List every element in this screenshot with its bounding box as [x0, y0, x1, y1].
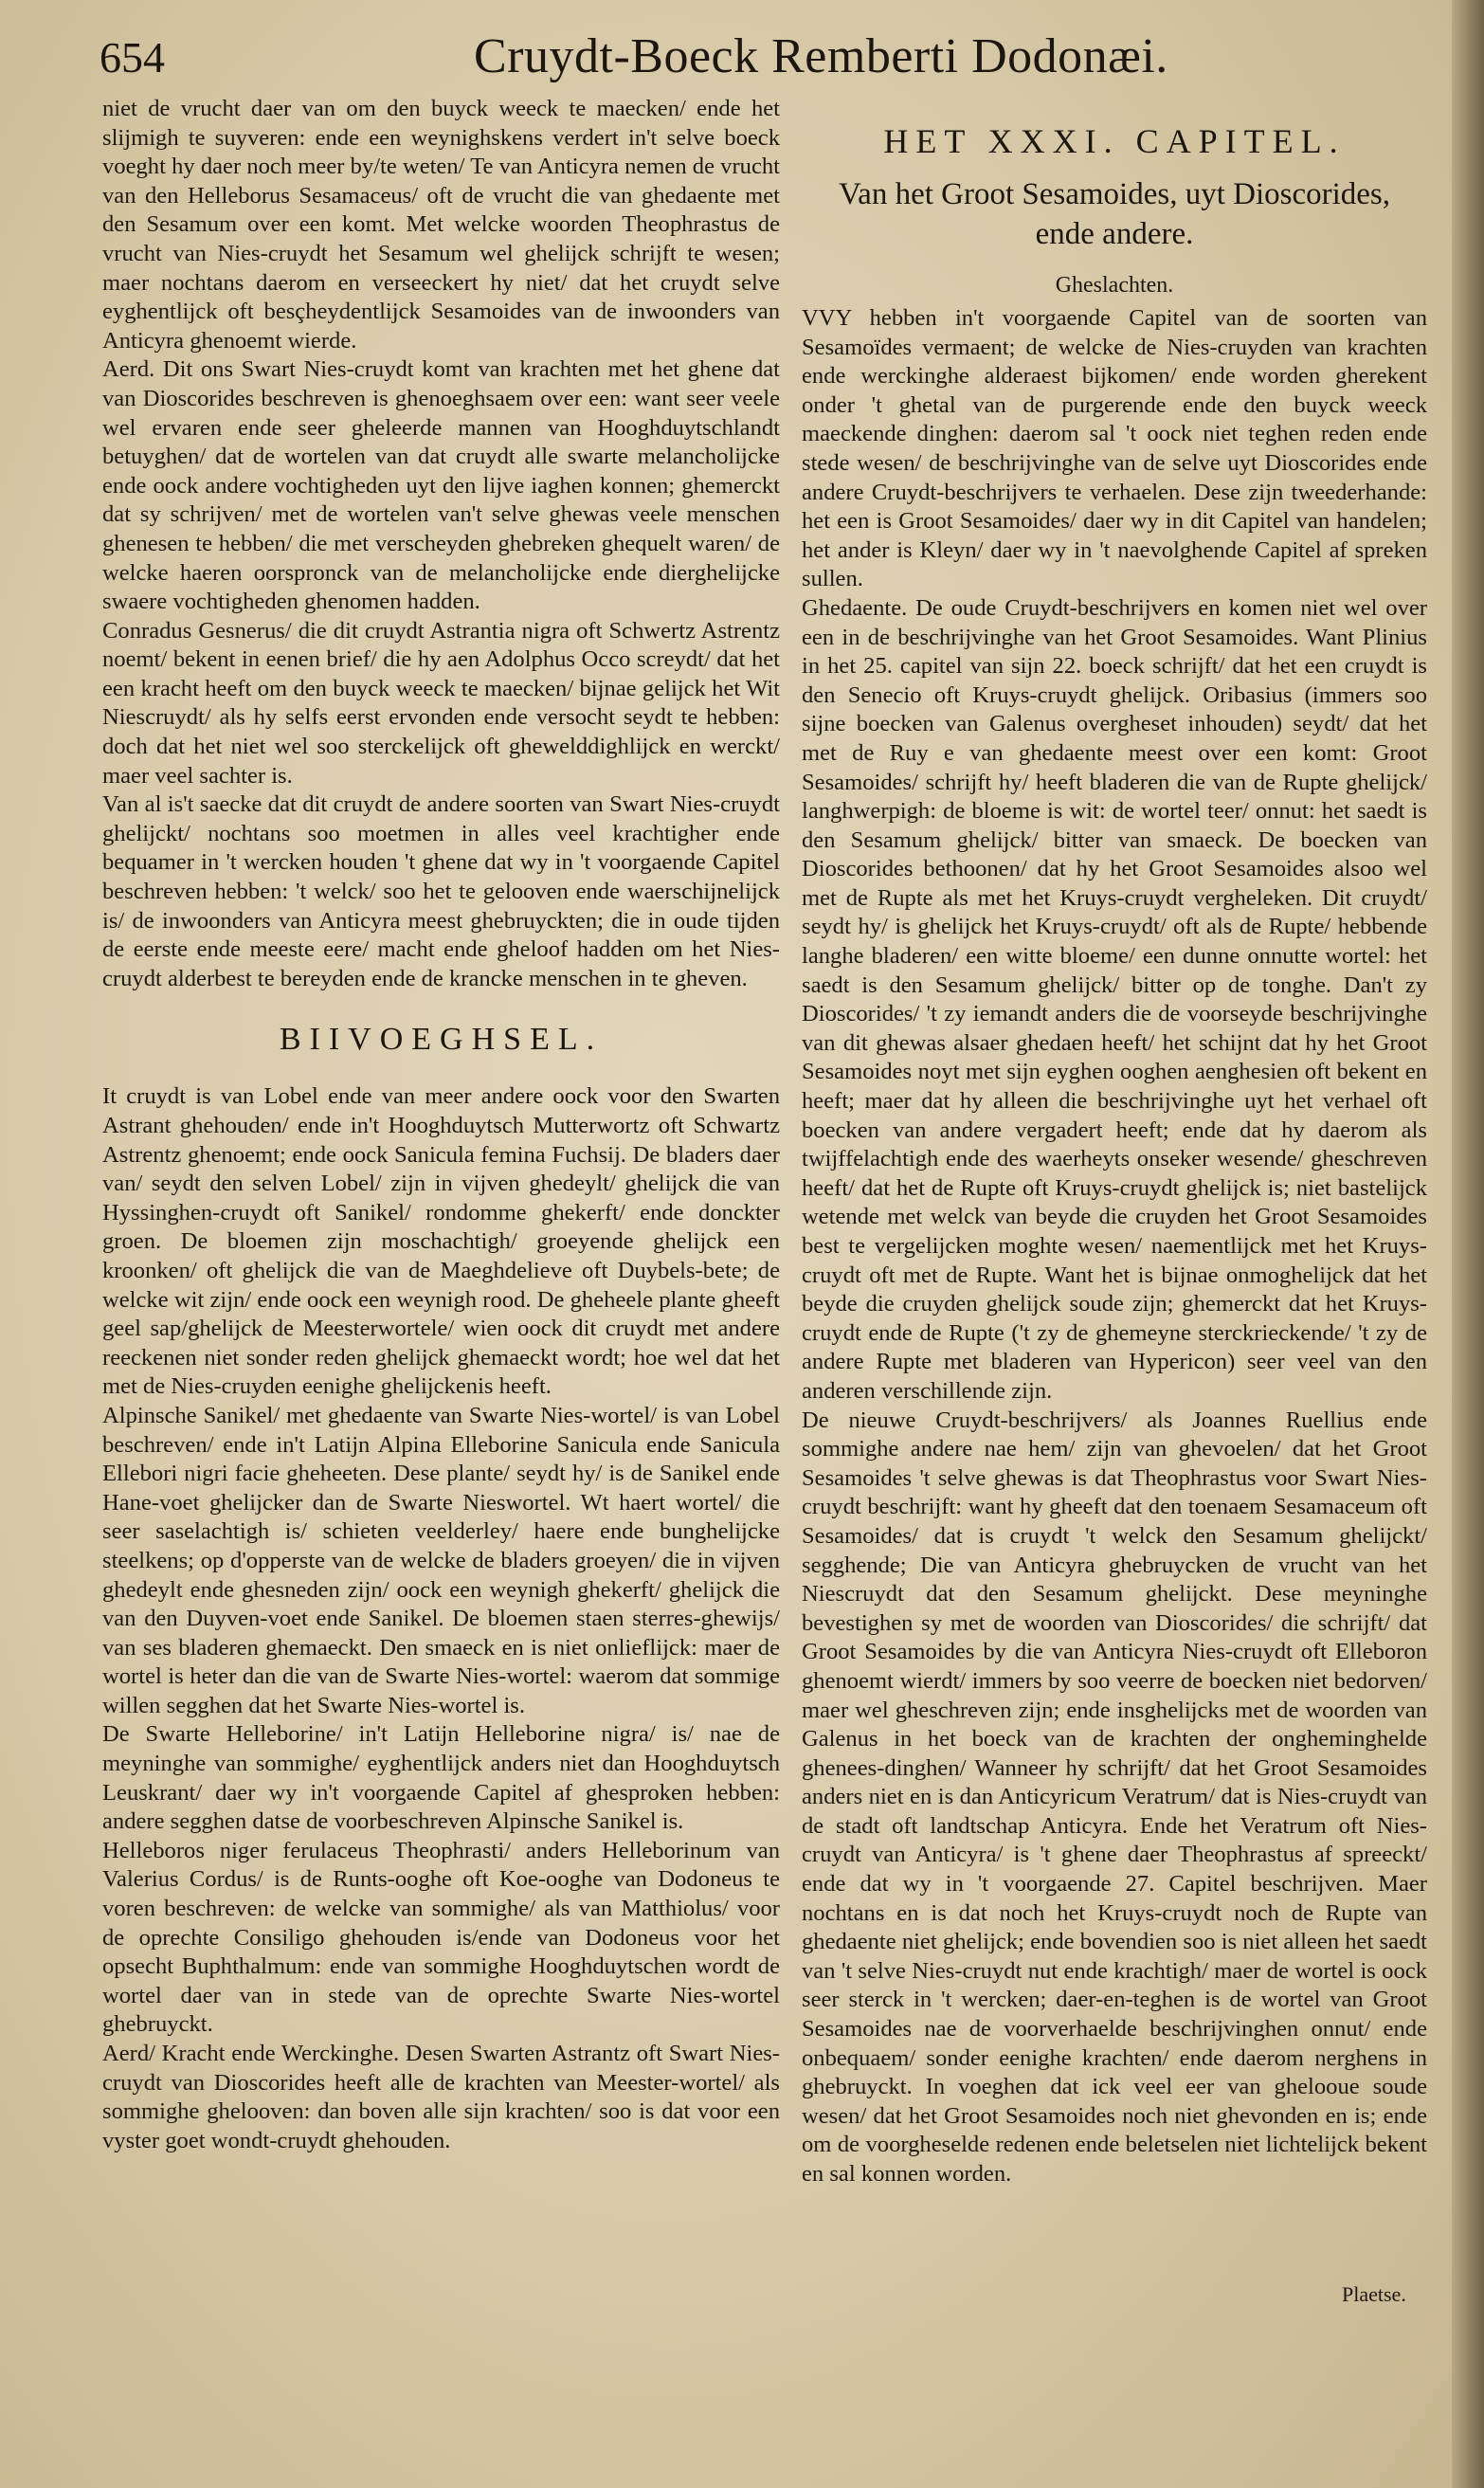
left-column: [102, 95, 780, 2155]
catchword: Plaetse.: [1342, 2282, 1406, 2306]
chapter-subtitle: Van het Groot Sesamoides, uyt Dioscorides, ende andere.: [839, 177, 1390, 251]
page-header: [100, 28, 1398, 85]
appendix-paragraph-3: De Swarte Helleborine/ in't Latijn Helleborine nigra/ is/ nae de meyninghe van sommighe/ eyghentlijck anders niet dan Hooghduytsch Leuskrant/ daer wy in't voorgaende Capitel af ghesproken hebben: andere segghen datse de voorbeschreven Alpinsche Sanikel is.: [102, 1721, 780, 1835]
right-paragraph-2: Ghedaente. De oude Cruydt-beschrijvers en komen niet wel over een in de beschrijvinghe van het Groot Sesamoides. Want Plinius in het 25. capitel van sijn 22. boeck schrijft/ dat het een cruydt is den Senecio oft Kruys-cruydt ghelijck. Oribasius (immers soo sijne boecken van Galenus overgheset inhouden) seydt/ dat het met de Ruy e van ghedaente meest over een komt: Groot Sesamoides/ schrijft hy/ heeft bladeren die van de Rupte ghelijck/ langhwerpigh: de bloeme is wit: de wortel teer/ onnut: het saedt is den Sesamum ghelijck/ bitter van smaeck. De boecken van Dioscorides bethoonen/ dat hy het Groot Sesamoides alsoo wel met de Rupte als met het Kruys-cruydt vergheleken. Dit cruydt/ seydt hy/ is ghelijck het Kruys-cruydt/ oft als de Rupte/ hebbende langhe bladeren/ een witte bloeme/ een dunne onnutte wortel: het saedt is den Sesamum ghelijck/ bitter op de tonghe. Dan't zy Dioscorides/ 't zy iemandt anders die de voorseyde beschrijvinghe van dit ghewas alsaer ghedaen heeft/ het schijnt dat hy het Groot Sesamoides noyt met sijn eyghen ooghen aenghesien oft bekent en heeft; maer dat hy alleen die beschrijvinghe uyt het verhael oft boecken van andere vergadert heeft; ende dat hy daerom als twijffelachtigh ende des waerheyts onseker wesende/ gheschreven heeft/ dat het de Rupte oft Kruys-cruydt ghelijck is; niet bastelijck wetende met welck van beyde die cruyden het Groot Sesamoides best te vergelijcken moghte wesen/ naementlijck met het Kruys-cruydt oft met de Rupte. Want het is bijnae onmoghelijck dat het beyde die cruyden ghelijck soude zijn; ghemerckt dat het Kruys-cruydt ende de Rupte ('t zy de ghemeyne sterckrieckende/ 't zy de andere Rupte met bladeren van Hypericon) seer veel van den anderen verschillende zijn.: [802, 594, 1427, 1404]
right-column: [802, 95, 1427, 2189]
appendix-paragraph-1: It cruydt is van Lobel ende van meer andere oock voor den Swarten Astrant ghehouden/ ende in't Hooghduytsch Mutterwortz oft Schwartz Astrentz ghenoemt; ende oock Sanicula femina Fuchsij. De bladers daer van/ seydt den selven Lobel/ zijn in vijven ghedeylt/ ghelijck die van Hyssinghen-cruydt oft Sanikel/ rondomme ghekerft/ ende donckter groen. De bloemen zijn moschachtigh/ groeyende ghelijck een kroonken/ oft ghelijck die van de Maeghdelieve oft Duybels-bete; de welcke wit zijn/ ende oock een weynigh rood. De gheheele plante gheeft geel sap/ghelijck de Meesterwortele/ wien oock dit cruydt met andere reeckenen niet sonder reden ghelijck ghemaeckt wordt; hoe wel dat het met de Nies-cruyden eenighe ghelijckenis heeft.: [102, 1083, 780, 1400]
left-paragraph-4: Van al is't saecke dat dit cruydt de andere soorten van Swart Nies-cruydt ghelijckt/ nochtans soo moetmen in alles veel krachtigher ende bequamer in 't wercken houden 't ghene dat wy in 't voorgaende Capitel beschreven hebben: 't welck/ soo het te gelooven ende waerschijnelijck is/ de inwoonders van Anticyra meest ghebruyckten; die in oude tijden de eerste ende meeste eere/ macht ende gheloof hadden om het Nies-cruydt alderbest te bereyden ende de krancke menschen in te gheven.: [102, 791, 780, 991]
section-heading-bijvoeghsel: BIIVOEGHSEL.: [279, 1022, 604, 1058]
subhead-gheslachten: Gheslachten.: [1055, 273, 1174, 298]
appendix-paragraph-2: Alpinsche Sanikel/ met ghedaente van Swarte Nies-wortel/ is van Lobel beschreven/ ende in't Latijn Alpina Elleborine Sanicula ende Sanicula Ellebori nigri facie gheheeten. Dese plante/ seydt hy/ is de Sanikel ende Hane-voet ghelijcker dan de Swarte Nieswortel. Wt haert wortel/ die seer saselachtigh is/ schieten veelderley/ haere ende bunghelijcke steelkens; op d'opperste van de welcke de bladers groeyen/ die in vijven ghedeylt ende ghesneden zijn/ oock een weynigh ghekerft/ ghelijck die van den Duyven-voet ende Sanikel. De bloemen staen sterres-ghewijs/ van ses bladeren ghemaeckt. Den smaeck en is niet onlieflijck: maer de wortel is heter dan die van de Swarte Nies-wortel: waerom dat sommige willen segghen dat het Swarte Nies-wortel is.: [102, 1402, 780, 1718]
left-paragraph-1: niet de vrucht daer van om den buyck weeck te maecken/ ende het slijmigh te suyveren: ende een weynighskens verdert in't selve boeck voeght hy daer noch meer by/te weten/ Te van Anticyra nemen de vrucht van den Helleborus Sesamaceus/ oft de vrucht die van ghedaente met den Sesamum over een komt. Met welcke woorden Theophrastus de vrucht van Nies-cruydt het Sesamum wel ghelijck schrijft te wesen; maer nochtans daerom en verseeckert hy niet/ dat het cruydt selve eyghentlijck oft besçheydentlijck Sesamoides van de inwoonders van Anticyra ghenoemt wierde.: [102, 96, 780, 354]
appendix-paragraph-4: Helleboros niger ferulaceus Theophrasti/ anders Helleborinum van Valerius Cordus/ is de Runts-ooghe oft Koe-ooghe van Dodoneus te voren beschreven: de welcke van sommighe/ als van Matthiolus/ voor de oprechte Consiligo ghehouden is/ende van Dodoneus voor het opsecht Buphthalmum: ende van sommighe Hooghduytschen wordt de wortel daer van in stede van de oprechte Swarte Nies-wortel ghebruyckt.: [102, 1837, 780, 2038]
appendix-paragraph-5: Aerd/ Kracht ende Werckinghe. Desen Swarten Astrantz oft Swart Nies-cruydt van Dioscorides heeft alle de krachten van Meester-wortel/ als sommighe ghelooven: dan boven alle sijn krachten/ soo is dat voor een vyster goet wondt-cruydt ghehouden.: [102, 2041, 780, 2153]
page-edge-shadow: [1452, 0, 1484, 2488]
chapter-heading: HET XXXI. CAPITEL.: [883, 122, 1346, 160]
running-title: Cruydt-Boeck Remberti Dodonæi.: [474, 29, 1168, 83]
left-paragraph-2: Aerd. Dit ons Swart Nies-cruydt komt van krachten met het ghene dat van Dioscorides beschreven is ghenoeghsaem over een: want seer veele wel ervaren ende seer gheleerde mannen van Hooghduytschlandt betuyghen/ dat de wortelen van dat cruydt alle swarte melancholijcke ende oock andere vochtigheden uyt den lijve iaghen konnen; ghemerckt dat sy schrijven/ met de wortelen van't selve ghewas veele menschen ghenesen te hebben/ die met verscheyden ghebreken ghequelt waren/ de welcke haeren oorspronck van de melancholijcke ende dierghelijcke swaere vochtigheden ghenomen hadden.: [102, 356, 780, 615]
right-paragraph-1: VVY hebben in't voorgaende Capitel van de soorten van Sesamoïdes vermaent; de welcke de Nies-cruyden van krachten ende werckinghe alderaest bijkomen/ ende worden gherekent onder 't ghetal van de purgerende ende den buyck weeck maeckende dinghen: daerom sal 't oock niet teghen reden ende stede wesen/ de beschrijvinghe van de selve uyt Dioscorides ende andere Cruydt-beschrijvers te verhaelen. Dese zijn tweederhande: het een is Groot Sesamoides/ daer wy in dit Capitel van handelen; het ander is Kleyn/ daer wy in 't naevolghende Capitel af spreken sullen.: [802, 305, 1427, 592]
right-paragraph-3: De nieuwe Cruydt-beschrijvers/ als Joannes Ruellius ende sommighe andere nae hem/ zijn van ghevoelen/ dat het Groot Sesamoides 't selve ghewas is dat Theophrastus voor Swart Nies-cruydt beschrijft: want hy gheeft dat den toenaem Sesamaceum oft Sesamoides/ dat is cruydt 't welck den Sesamum ghelijckt/ segghende; Die van Anticyra ghebruycken de vrucht van het Niescruydt dat den Sesamum ghelijckt. Dese meyninghe bevestighen sy met de woorden van Dioscorides/ die schrijft/ dat Groot Sesamoides by die van Anticyra Nies-cruydt oft Elleboron ghenoemt wierdt/ immers by soo veerre de boecken niet bedorven/ maer wel gheschreven zijn; ende insghelijcks met de woorden van Galenus in het boeck van de krachten der ongheminghelde ghenees-dinghen/ Wanneer hy schrijft/ dat het Groot Sesamoides anders niet en is dan Anticyricum Veratrum/ dat is Nies-cruydt van de stadt oft landtschap Anticyra. Ende het Veratrum oft Nies-cruydt van Anticyra/ is 't ghene daer Theophrastus af spreeckt/ ende dat wy in 't voorgaende 27. Capitel beschrijven. Maer nochtans en is dat noch het Kruys-cruydt noch de Rupte van ghedaente niet ghelijck; ende bovendien soo is niet alleen het saedt van 't selve Nies-cruydt nut ende krachtigh/ maer de wortel is oock seer sterck in 't wercken; daer-en-teghen is de wortel van Groot Sesamoides nae de voorverhaelde beschrijvinghen onnut/ ende onbequaem/ sonder eenighe krachten/ ende daerom nerghens in ghebruyckt. In voeghen dat ick veel eer van ghelooue soude wesen/ dat het Groot Sesamoides noch niet ghevonden en is; ende om de voorgheselde redenen ende beletselen niet lichtelijck bekent en sal konnen worden.: [802, 1407, 1427, 2187]
left-paragraph-3: Conradus Gesnerus/ die dit cruydt Astrantia nigra oft Schwertz Astrentz noemt/ bekent in eenen brief/ die hy aen Adolphus Occo screydt/ dat het een kracht heeft om den buyck weeck te maecken/ bijnae gelijck het Wit Niescruydt/ als hy selfs eerst ervonden ende versocht seydt te hebben: doch dat het niet wel soo sterckelijck oft ghewelddighlijck en werckt/ maer veel sachter is.: [102, 617, 780, 789]
page-number: 654: [100, 33, 165, 82]
